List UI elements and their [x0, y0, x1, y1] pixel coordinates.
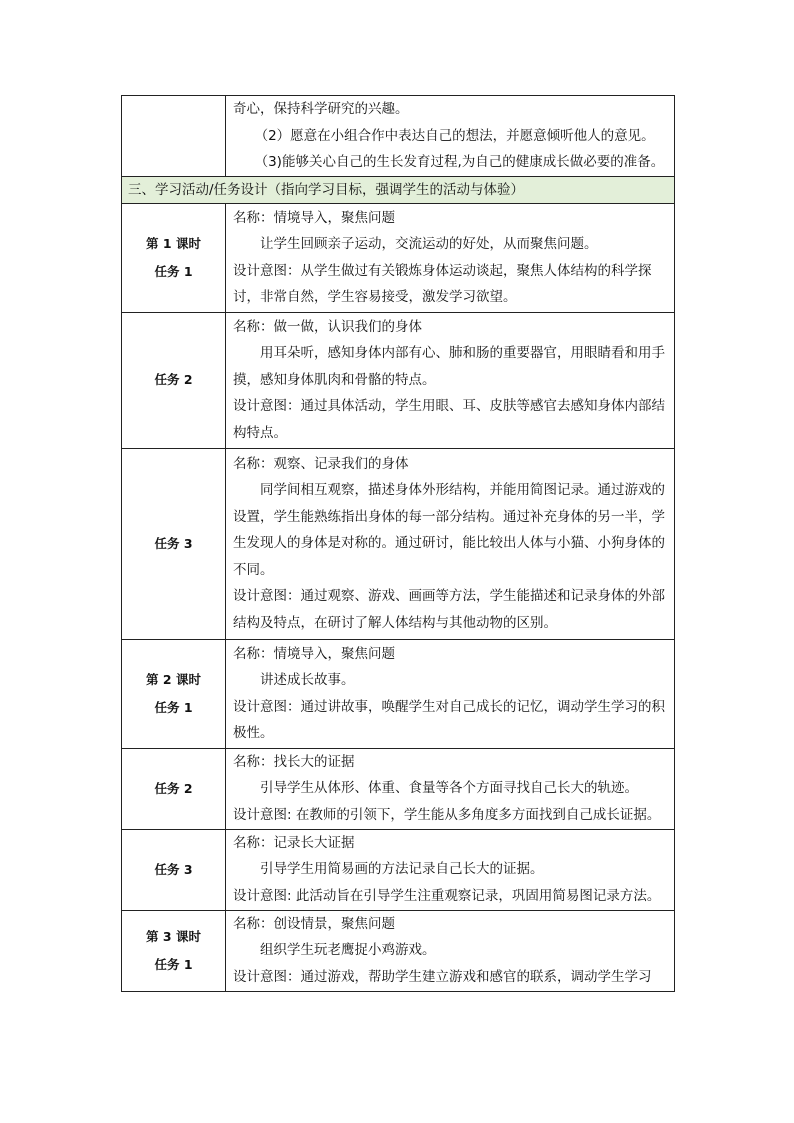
objective-line: （3)能够关心自己的生长发育过程,为自己的健康成长做必要的准备。	[254, 154, 665, 170]
lesson-label: 第 1 课时	[146, 235, 201, 251]
task-name: 名称：情境导入，聚焦问题	[233, 209, 395, 226]
section-header-row	[122, 176, 675, 203]
task-description: 讲述成长故事。	[260, 672, 355, 688]
task-description: 组织学生玩老鹰捉小鸡游戏。	[260, 942, 436, 959]
objective-line: 奇心，保持科学研究的兴趣。	[233, 101, 409, 117]
task-description: 用耳朵听，感知身体内部有心、肺和肠的重要器官，用眼睛看和用手摸，感知身体肌肉和骨骼的特点。	[233, 345, 665, 388]
table-row	[122, 203, 675, 312]
table-row	[122, 639, 675, 748]
objectives-cell	[226, 96, 675, 177]
task-label: 任务 1	[154, 956, 193, 972]
task-content-cell	[226, 639, 675, 748]
task-content-cell	[226, 448, 675, 639]
lesson-task-cell	[122, 748, 226, 829]
task-content-cell	[226, 203, 675, 312]
lesson-task-cell	[122, 203, 226, 312]
task-name: 名称：观察、记录我们的身体	[233, 455, 409, 472]
lesson-label: 第 3 课时	[146, 928, 201, 944]
table-row	[122, 829, 675, 910]
task-description: 同学间相互观察，描述身体外形结构，并能用简图记录。通过游戏的设置，学生能熟练指出身体的每一部分结构。通过补充身体的另一半，学生发现人的身体是对称的。通过研讨，能比较出人体与小猫、小狗身体的不同。	[233, 482, 665, 578]
task-description: 引导学生用简易画的方法记录自己长大的证据。	[260, 861, 544, 878]
lesson-task-cell	[122, 448, 226, 639]
lesson-task-cell	[122, 910, 226, 991]
table-row	[122, 748, 675, 829]
task-label: 任务 2	[154, 780, 193, 796]
task-content-cell	[226, 312, 675, 448]
task-label: 任务 3	[154, 535, 193, 551]
task-name: 名称：情境导入，聚焦问题	[233, 645, 395, 662]
task-name: 名称：做一做，认识我们的身体	[233, 318, 422, 335]
task-content-cell	[226, 748, 675, 829]
objective-line: （2）愿意在小组合作中表达自己的想法，并愿意倾听他人的意见。	[254, 127, 655, 144]
table-row	[122, 910, 675, 991]
table-row	[122, 448, 675, 639]
design-intent: 设计意图：通过观察、游戏、画画等方法，学生能描述和记录身体的外部结构及特点，在研讨了解人体结构与其他动物的区别。	[233, 588, 665, 631]
task-content-cell	[226, 910, 675, 991]
task-label: 任务 1	[154, 263, 193, 279]
task-content-cell	[226, 829, 675, 910]
design-intent: 设计意图：通过游戏，帮助学生建立游戏和感官的联系，调动学生学习	[233, 968, 652, 985]
design-intent: 设计意图：通过讲故事，唤醒学生对自己成长的记忆，调动学生学习的积极性。	[233, 698, 665, 741]
design-intent: 设计意图: 在教师的引领下，学生能从多角度多方面找到自己成长证据。	[233, 806, 661, 823]
section-header: 三、学习活动/任务设计（指向学习目标，强调学生的活动与体验）	[122, 176, 675, 203]
design-intent: 设计意图：从学生做过有关锻炼身体运动谈起，聚焦人体结构的科学探讨，非常自然，学生容易接受，激发学习欲望。	[233, 262, 652, 305]
task-description: 让学生回顾亲子运动，交流运动的好处，从而聚焦问题。	[260, 236, 598, 252]
lesson-task-cell	[122, 639, 226, 748]
design-intent: 设计意图：通过具体活动，学生用眼、耳、皮肤等感官去感知身体内部结构特点。	[233, 398, 665, 441]
task-name: 名称：找长大的证据	[233, 753, 355, 770]
lesson-label: 第 2 课时	[146, 671, 201, 687]
task-name: 名称：创设情景，聚焦问题	[233, 915, 395, 932]
task-description: 引导学生从体形、体重、食量等各个方面寻找自己长大的轨迹。	[260, 780, 638, 797]
lesson-task-cell	[122, 829, 226, 910]
lesson-plan-table	[121, 95, 675, 992]
table-row	[122, 96, 675, 177]
task-label: 任务 3	[154, 861, 193, 877]
empty-cell	[122, 96, 226, 177]
task-name: 名称：记录长大证据	[233, 834, 355, 851]
design-intent: 设计意图: 此活动旨在引导学生注重观察记录，巩固用简易图记录方法。	[233, 887, 661, 904]
lesson-task-cell	[122, 312, 226, 448]
table-row	[122, 312, 675, 448]
task-label: 任务 2	[154, 372, 193, 387]
task-label: 任务 1	[154, 699, 193, 715]
